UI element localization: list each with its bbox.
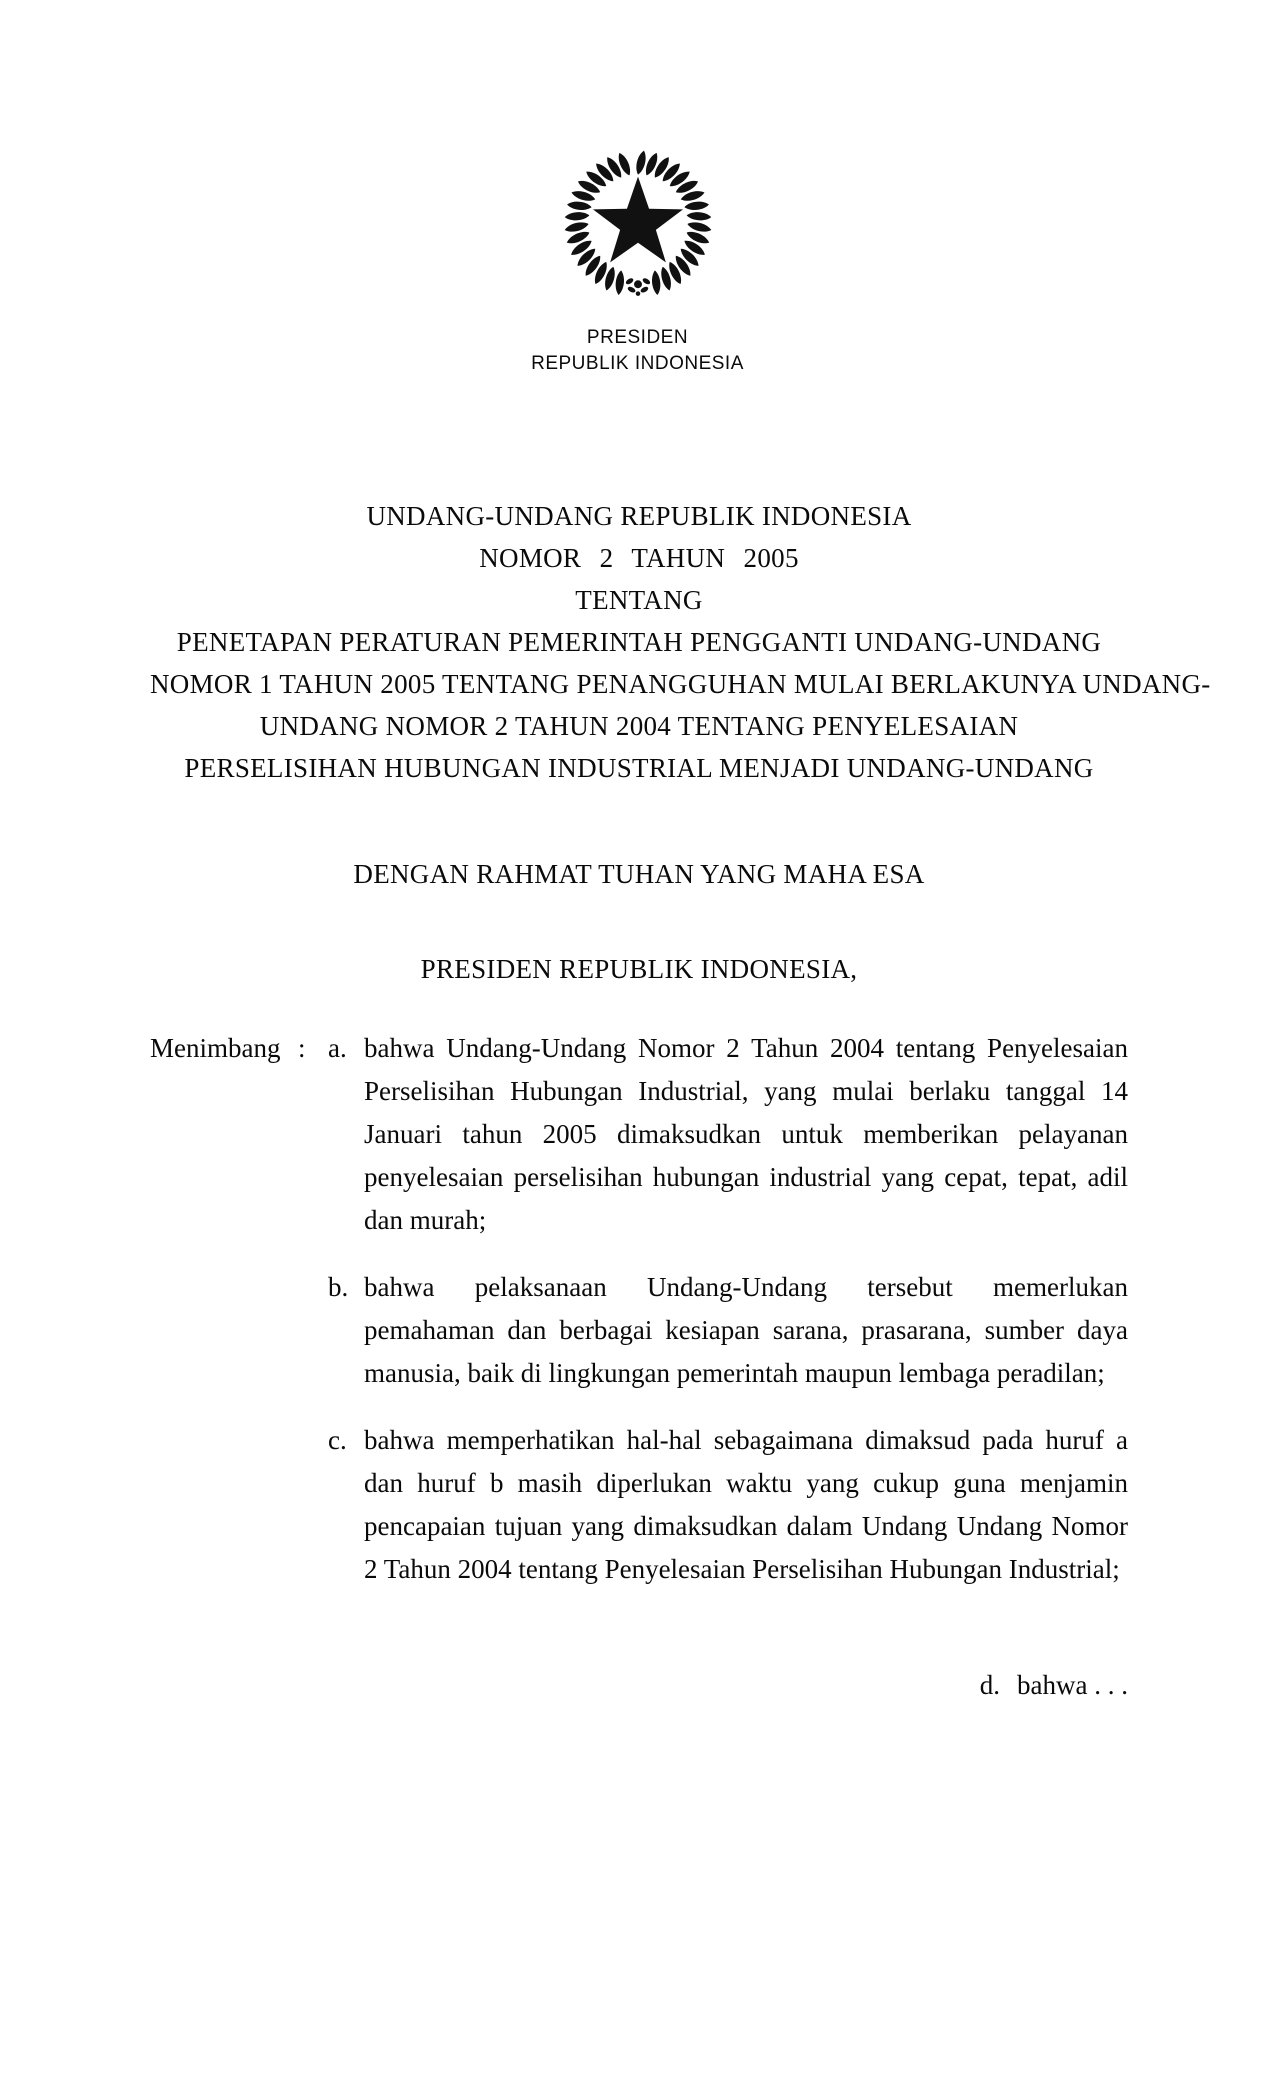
presidential-seal-icon	[559, 145, 717, 303]
title-line-1: UNDANG-UNDANG REPUBLIK INDONESIA	[366, 501, 912, 531]
consideration-item-c	[328, 1419, 1128, 1591]
title-line-7: PERSELISIHAN HUBUNGAN INDUSTRIAL MENJADI UNDANG-UNDANG	[184, 753, 1094, 783]
item-text: bahwa memperhatikan hal-hal sebagaimana dimaksud pada huruf a dan huruf b masih diperlukan waktu yang cukup guna menjamin pencapaian tujuan yang dimaksudkan dalam Undang Undang Nomor 2 Tahun 2004 tentang Penyelesaian Perselisihan Hubungan Industrial;	[364, 1425, 1128, 1584]
item-marker: a.	[328, 1033, 347, 1063]
item-marker: b.	[328, 1272, 349, 1302]
catchword-marker: d.	[979, 1670, 1001, 1700]
title-block	[150, 495, 1211, 789]
letterhead	[0, 0, 1275, 377]
title-line-5: NOMOR 1 TAHUN 2005 TENTANG PENANGGUHAN MULAI BERLAKUNYA UNDANG-	[150, 669, 1211, 699]
considerations-label: Menimbang	[150, 1033, 281, 1063]
catchword-line	[150, 1664, 1128, 1707]
consideration-item-a	[328, 1027, 1128, 1242]
invocation-line: DENGAN RAHMAT TUHAN YANG MAHA ESA	[353, 859, 925, 889]
considerations-items	[328, 1027, 1128, 1591]
item-marker: c.	[328, 1425, 347, 1455]
considerations-section	[150, 1027, 1128, 1591]
item-text: bahwa pelaksanaan Undang-Undang tersebut memerlukan pemahaman dan berbagai kesiapan sarana, prasarana, sumber daya manusia, baik di lingkungan pemerintah maupun lembaga peradilan;	[364, 1272, 1128, 1388]
item-text: bahwa Undang-Undang Nomor 2 Tahun 2004 tentang Penyelesaian Perselisihan Hubungan Industrial, yang mulai berlaku tanggal 14 Januari tahun 2005 dimaksudkan untuk memberikan pelayanan penyelesaian perselisihan hubungan industrial yang cepat, tepat, adil dan murah;	[364, 1033, 1128, 1235]
document-body	[150, 495, 1211, 1707]
considerations-colon: :	[298, 1033, 306, 1063]
letterhead-republik-indonesia: REPUBLIK INDONESIA	[531, 353, 744, 374]
consideration-item-b	[328, 1266, 1128, 1395]
star-icon	[592, 177, 682, 263]
title-line-6: UNDANG NOMOR 2 TAHUN 2004 TENTANG PENYELESAIAN	[259, 711, 1019, 741]
authority-line: PRESIDEN REPUBLIK INDONESIA,	[420, 954, 858, 984]
wreath-ribbon-ornament	[624, 277, 650, 296]
letterhead-presiden: PRESIDEN	[586, 327, 689, 348]
catchword-text: bahwa . . .	[1017, 1670, 1128, 1700]
title-line-2-nomor: NOMOR 2 TAHUN 2005	[479, 543, 799, 573]
title-line-4: PENETAPAN PERATURAN PEMERINTAH PENGGANTI UNDANG-UNDANG	[176, 627, 1102, 657]
title-line-3-tentang: TENTANG	[575, 585, 703, 615]
